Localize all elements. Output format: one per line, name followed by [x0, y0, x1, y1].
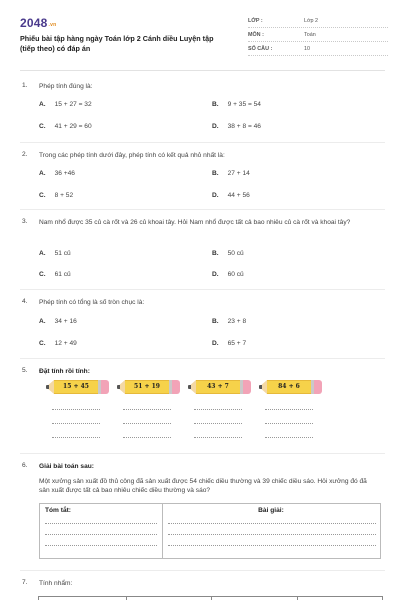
- q4-option-a[interactable]: A. 34 + 16: [39, 318, 77, 325]
- answer-line[interactable]: [52, 409, 100, 410]
- q3-option-d[interactable]: D. 60 củ: [212, 271, 244, 278]
- answer-line[interactable]: [52, 423, 100, 424]
- question-separator: [20, 142, 385, 143]
- pencil-expression: 15 + 45: [54, 380, 98, 394]
- question-text: Tính nhẩm:: [39, 580, 73, 587]
- answer-line[interactable]: [194, 409, 242, 410]
- question-text: Nam nhổ được 35 củ cà rốt và 26 củ khoai tây. Hỏi Nam nhổ được tất cả bao nhiêu củ cà rốt và khoai tây?: [39, 219, 351, 226]
- q4-option-c[interactable]: C. 12 + 49: [39, 340, 77, 347]
- answer-line[interactable]: [265, 423, 313, 424]
- question-separator: [20, 570, 385, 571]
- summary-line[interactable]: [45, 545, 157, 546]
- answer-line[interactable]: [265, 409, 313, 410]
- page-title: Phiếu bài tập hàng ngày Toán lớp 2 Cánh diều Luyện tập (tiếp theo) có đáp án: [20, 34, 214, 53]
- mental-math-table: [38, 596, 383, 600]
- pencil-card-3: [188, 380, 250, 394]
- answer-line[interactable]: [194, 437, 242, 438]
- solution-line[interactable]: [168, 523, 376, 524]
- worksheet-header: [20, 14, 385, 64]
- q1-option-a[interactable]: A. 15 + 27 = 32: [39, 101, 92, 108]
- pencil-expression: 51 + 19: [125, 380, 169, 394]
- site-logo[interactable]: $2048^{.vn}$: [20, 16, 57, 30]
- q3-option-b[interactable]: B. 50 củ: [212, 250, 244, 257]
- q2-option-a[interactable]: A. 36 +46: [39, 170, 75, 177]
- question-separator: [20, 453, 385, 454]
- q3-option-a[interactable]: A. 51 củ: [39, 250, 71, 257]
- meta-subject: MÔN : Toán: [248, 28, 388, 42]
- answer-line[interactable]: [194, 423, 242, 424]
- question-text: Phép tính đúng là:: [39, 83, 93, 90]
- pencil-card-2: [117, 380, 179, 394]
- pencil-expression: 84 + 6: [267, 380, 311, 394]
- pencil-expression: 43 + 7: [196, 380, 240, 394]
- summary-line[interactable]: [45, 534, 157, 535]
- q3-option-c[interactable]: C. 61 củ: [39, 271, 71, 278]
- question-separator: [20, 209, 385, 210]
- solution-table: [39, 503, 381, 559]
- answer-line[interactable]: [123, 423, 171, 424]
- question-text: Phép tính có tổng là số tròn chục là:: [39, 299, 145, 306]
- question-separator: [20, 289, 385, 290]
- summary-line[interactable]: [45, 523, 157, 524]
- meta-question-count: SỐ CÂU : 10: [248, 42, 388, 56]
- question-text: Giải bài toán sau:: [39, 463, 94, 470]
- q1-option-d[interactable]: D. 38 + 8 = 46: [212, 123, 261, 130]
- q4-option-d[interactable]: D. 65 + 7: [212, 340, 247, 347]
- problem-text: Một xưởng sản xuất đồ thủ công đã sản xuất được 54 chiếc diều thường và 39 chiếc diều sáo. Hỏi xưởng đó đã sản xuất được tất cả bao nhiêu chiếc diều thường và sáo?: [39, 478, 367, 495]
- solution-line[interactable]: [168, 545, 376, 546]
- summary-label: Tóm tắt:: [45, 507, 72, 514]
- q1-option-c[interactable]: C. 41 + 29 = 60: [39, 123, 92, 130]
- meta-info: [248, 14, 388, 56]
- header-divider: [20, 70, 385, 71]
- q4-option-b[interactable]: B. 23 + 8: [212, 318, 247, 325]
- q2-option-d[interactable]: D. 44 + 56: [212, 192, 250, 199]
- pencil-card-4: [259, 380, 321, 394]
- solution-label: Bài giải:: [258, 507, 284, 514]
- solution-line[interactable]: [168, 534, 376, 535]
- answer-line[interactable]: [123, 409, 171, 410]
- pencil-card-1: [46, 380, 108, 394]
- question-text: Trong các phép tính dưới đây, phép tính có kết quả nhỏ nhất là:: [39, 152, 225, 159]
- q2-option-b[interactable]: B. 27 + 14: [212, 170, 250, 177]
- q1-option-b[interactable]: B. 9 + 35 = 54: [212, 101, 261, 108]
- q2-option-c[interactable]: C. 8 + 52: [39, 192, 74, 199]
- answer-line[interactable]: [265, 437, 313, 438]
- meta-grade: LỚP : Lớp 2: [248, 14, 388, 28]
- question-separator: [20, 358, 385, 359]
- answer-line[interactable]: [123, 437, 171, 438]
- answer-line[interactable]: [52, 437, 100, 438]
- question-text: Đặt tính rồi tính:: [39, 368, 90, 375]
